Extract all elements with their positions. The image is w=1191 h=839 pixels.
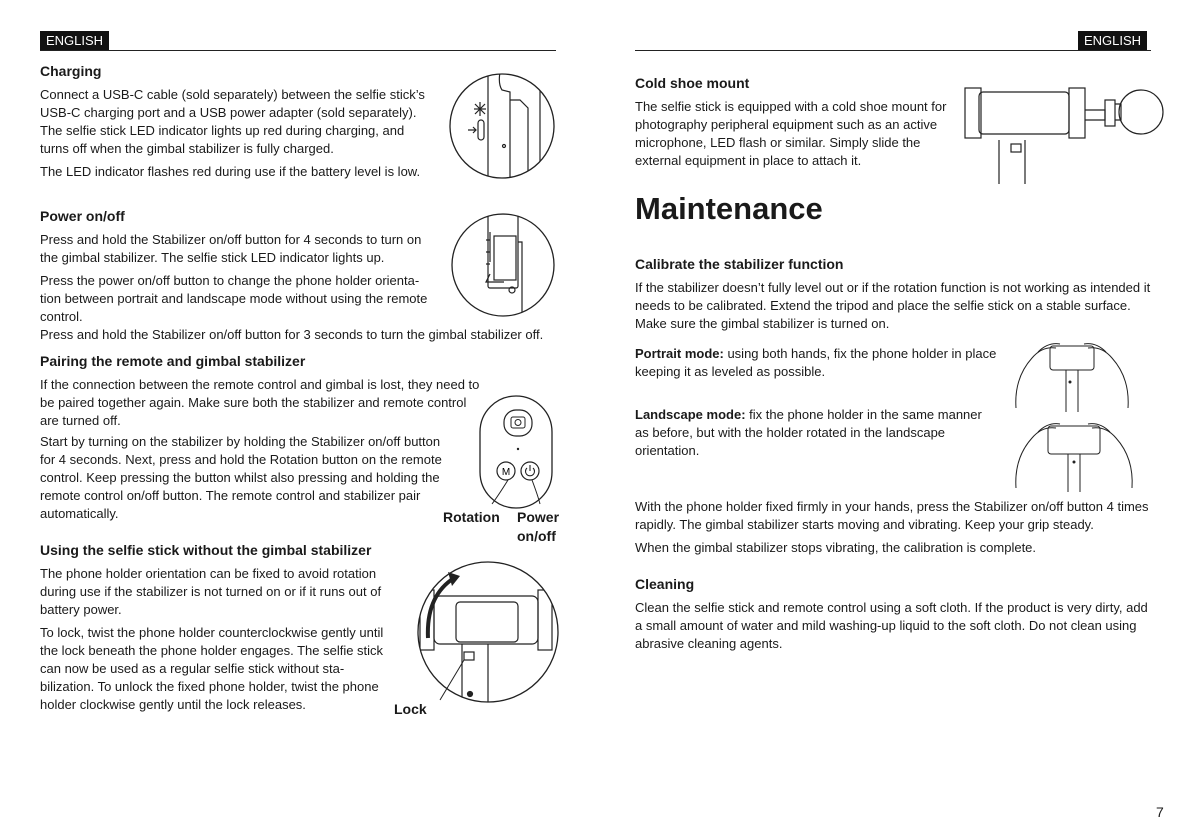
language-tag-left: ENGLISH xyxy=(40,31,109,51)
header-rule-right xyxy=(635,50,1151,51)
lock-illustration xyxy=(420,556,556,706)
pairing-heading: Pairing the remote and gimbal stabilizer xyxy=(40,353,306,369)
landscape-hands-illustration xyxy=(1012,414,1136,492)
pairing-text-2: Start by turning on the stabilizer by holding the Stabilizer on/off button for 4 seconds. Next, press and hold the Rotation button on the remote control. Keep pressing the button whilst also pressing and holding the remote control on/off button. The remote control and stabilizer pair automatically. xyxy=(40,434,442,521)
portrait-mode-text xyxy=(635,345,1000,381)
charging-port-illustration xyxy=(448,72,556,180)
landscape-mode-description: fix the phone holder in the same manner as before, but with the holder rotated in the landscape orientation. xyxy=(635,407,982,458)
remote-control-illustration xyxy=(478,392,558,512)
portrait-mode-label: Portrait mode: xyxy=(635,346,724,361)
cleaning-text: Clean the selfie stick and remote control using a soft cloth. If the product is very dirty, add a small amount of water and mild washing-up liquid to the soft cloth. Do not clean using abrasive cleaning agents. xyxy=(635,600,1148,651)
power-text-3: Press and hold the Stabilizer on/off button for 3 seconds to turn the gimbal stabilizer off. xyxy=(40,327,544,342)
language-tag-right: ENGLISH xyxy=(1078,31,1147,51)
without-stabilizer-text-1: The phone holder orientation can be fixed to avoid rotation during use if the stabilizer is not turned on or if it runs out of battery power. xyxy=(40,566,382,617)
cleaning-heading: Cleaning xyxy=(635,576,695,592)
landscape-mode-text xyxy=(635,406,985,460)
calibrate-heading: Calibrate the stabilizer function xyxy=(635,256,844,272)
power-text-2: Press the power on/off button to change the phone holder orienta-tion between portrait and landscape mode without using the remote control. xyxy=(40,273,428,324)
page-number: 7 xyxy=(1156,804,1164,820)
maintenance-title: Maintenance xyxy=(635,191,823,226)
charging-heading: Charging xyxy=(40,63,102,79)
cold-shoe-heading: Cold shoe mount xyxy=(635,75,750,91)
calibrate-text-2: With the phone holder fixed firmly in your hands, press the Stabilizer on/off button 4 times rapidly. The gimbal stabilizer starts moving and vibrating. Keep your grip steady. xyxy=(635,499,1149,532)
power-heading: Power on/off xyxy=(40,208,125,224)
power-text-1: Press and hold the Stabilizer on/off button for 4 seconds to turn on the gimbal stabilizer. The selfie stick LED indicator lights up. xyxy=(40,232,422,265)
charging-text: Connect a USB-C cable (sold separately) between the selfie stick’s USB-C charging port and a USB power adapter (sold separately). The selfie stick LED indicator lights up red during charging, and turns off when the gimbal stabilizer is fully charged. xyxy=(40,87,425,156)
portrait-hands-illustration xyxy=(1012,338,1132,412)
cold-shoe-illustration xyxy=(965,80,1165,184)
rotation-button-glyph: M xyxy=(501,467,511,478)
cold-shoe-text: The selfie stick is equipped with a cold shoe mount for photography peripheral equipment such as an active microphone, LED flash or similar. Simply slide the external equipment in place to attach it. xyxy=(635,99,947,168)
power-onoff-label: Power on/off xyxy=(517,509,560,544)
calibrate-text-1: If the stabilizer doesn’t fully level out or if the rotation function is not working as intended it needs to be calibrated. Extend the tripod and place the selfie stick on a stable surface. Make sure the gimbal stabilizer is turned on. xyxy=(635,280,1151,331)
pairing-text-1: If the connection between the remote control and gimbal is lost, they need to be paired together again. Make sure both the stabilizer and remote control are turned off. xyxy=(40,377,480,428)
without-stabilizer-text-2: To lock, twist the phone holder counterclockwise gently until the lock beneath the phone holder engages. The selfie stick can now be used as a regular selfie stick without sta-bilization. To unlock the fixed phone holder, twist the phone holder clockwise gently until the lock releases. xyxy=(40,625,384,712)
portrait-mode-description: using both hands, fix the phone holder in place keeping it as leveled as possible. xyxy=(635,346,997,379)
charging-led-text: The LED indicator flashes red during use if the battery level is low. xyxy=(40,164,421,179)
landscape-mode-label: Landscape mode: xyxy=(635,407,746,422)
rotation-label: Rotation xyxy=(443,509,500,525)
without-stabilizer-heading: Using the selfie stick without the gimbal stabilizer xyxy=(40,542,372,558)
calibrate-text-3: When the gimbal stabilizer stops vibrating, the calibration is complete. xyxy=(635,540,1037,555)
lock-label: Lock xyxy=(394,701,427,717)
header-rule-left xyxy=(40,50,556,51)
power-button-illustration xyxy=(450,212,556,318)
